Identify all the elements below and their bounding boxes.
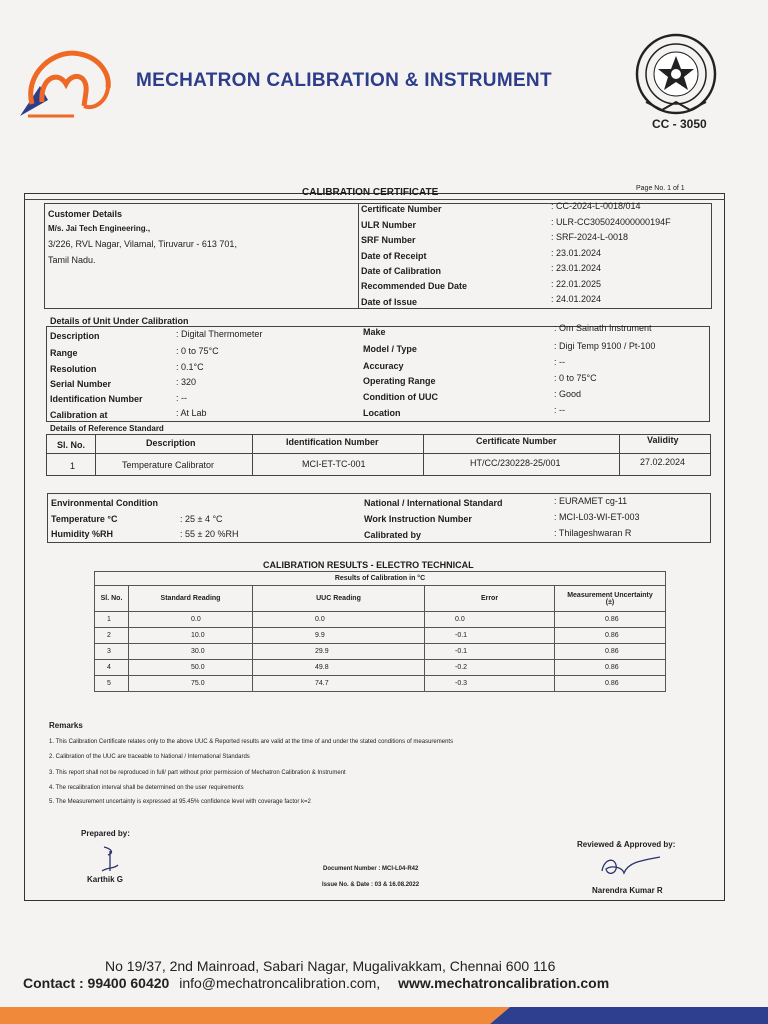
table-cell: -0.2: [425, 660, 555, 676]
uncertainty-sign: (±): [605, 598, 615, 606]
page-number: Page No. 1 of 1: [636, 185, 685, 192]
uuc-label: Serial Number: [50, 379, 112, 389]
ref-cell: HT/CC/230228-25/001: [470, 458, 561, 468]
list-item: 2. Calibration of the UUC are traceable to National / International Standards: [49, 754, 250, 760]
cert-info-label: Date of Calibration: [361, 266, 442, 276]
humidity-label: Humidity %RH: [51, 529, 114, 539]
table-cell: -0.1: [425, 644, 555, 660]
results-col-header: UUC Reading: [253, 586, 425, 612]
humidity-value: : 55 ± 20 %RH: [180, 529, 239, 539]
table-row: [95, 612, 666, 628]
results-subtitle: Results of Calibration in °C: [95, 572, 666, 586]
table-cell: 1: [95, 612, 129, 628]
env-right-value: : MCI-L03-WI-ET-003: [554, 512, 640, 522]
uuc-value: : Good: [554, 389, 582, 399]
table-cell: 74.7: [253, 676, 425, 692]
ref-cell: 1: [70, 461, 76, 471]
uuc-value: : 0 to 75°C: [176, 346, 219, 356]
env-right-label: National / International Standard: [364, 498, 503, 508]
table-cell: 50.0: [129, 660, 253, 676]
prepared-signature-icon: [96, 845, 126, 875]
ref-cell: 27.02.2024: [640, 457, 686, 467]
table-row: [95, 660, 666, 676]
ref-col-header: Sl. No.: [57, 440, 86, 450]
results-col-header: [555, 586, 666, 612]
temperature-label: Temperature °C: [51, 514, 118, 524]
list-item: 5. The Measurement uncertainty is expressed at 95.45% confidence level with coverage factor k=2: [49, 799, 311, 805]
uuc-label: Calibration at: [50, 410, 108, 420]
uuc-value: : --: [176, 393, 187, 403]
contact-website: www.mechatroncalibration.com: [398, 975, 610, 991]
cert-info-value: : ULR-CC305024000000194F: [551, 217, 671, 227]
uuc-label: Identification Number: [50, 394, 143, 404]
footer-color-bar: [0, 1007, 768, 1024]
uuc-value: : 0.1°C: [176, 362, 204, 372]
environment-heading: Environmental Condition: [51, 498, 158, 508]
customer-heading: Customer Details: [48, 209, 123, 219]
reference-heading: Details of Reference Standard: [50, 424, 164, 433]
uuc-label: Resolution: [50, 364, 97, 374]
accreditation-code: CC - 3050: [652, 117, 707, 131]
ref-col-header: Description: [146, 438, 196, 448]
table-row: [95, 676, 666, 692]
uuc-label: Description: [50, 331, 100, 341]
reviewed-by-label: Reviewed & Approved by:: [577, 840, 676, 849]
results-title: CALIBRATION RESULTS - ELECTRO TECHNICAL: [263, 560, 474, 570]
table-cell: 0.0: [129, 612, 253, 628]
table-cell: 0.0: [425, 612, 555, 628]
footer-contact: [23, 975, 609, 991]
uuc-label: Accuracy: [363, 361, 404, 371]
table-cell: -0.3: [425, 676, 555, 692]
customer-name: M/s. Jai Tech Engineering.,: [48, 224, 151, 233]
results-col-header: Sl. No.: [95, 586, 129, 612]
table-cell: 0.86: [555, 644, 666, 660]
results-header-row: [95, 586, 666, 612]
table-cell: 0.0: [253, 612, 425, 628]
ref-col-header: Certificate Number: [476, 436, 557, 446]
uuc-value: : --: [554, 357, 565, 367]
cert-info-value: : 22.01.2025: [551, 279, 602, 289]
table-cell: -0.1: [425, 628, 555, 644]
table-cell: 9.9: [253, 628, 425, 644]
contact-phone: Contact : 99400 60420: [23, 975, 170, 991]
cert-info-label: SRF Number: [361, 235, 416, 245]
results-col-header: Error: [425, 586, 555, 612]
remarks-heading: Remarks: [49, 721, 83, 730]
ref-col-header: Identification Number: [286, 437, 379, 447]
uuc-value: : Digital Thermometer: [176, 329, 263, 339]
uuc-value: : Om Sainath Instrument: [554, 323, 652, 333]
uuc-value: : Digi Temp 9100 / Pt-100: [554, 341, 656, 351]
table-cell: 30.0: [129, 644, 253, 660]
company-logo: [14, 44, 118, 124]
uuc-label: Range: [50, 348, 78, 358]
cert-info-value: : CC-2024-L-0018/014: [551, 201, 641, 211]
list-item: 1. This Calibration Certificate relates only to the above UUC & Reported results are valid at the time of and under the stated conditions of measurements: [49, 739, 454, 745]
customer-address-line2: Tamil Nadu.: [48, 255, 96, 265]
results-col-header: Standard Reading: [129, 586, 253, 612]
cert-info-value: : 23.01.2024: [551, 263, 602, 273]
cert-info-label: Certificate Number: [361, 204, 442, 214]
env-right-label: Calibrated by: [364, 530, 422, 540]
company-name: MECHATRON CALIBRATION & INSTRUMENT: [136, 70, 552, 91]
cert-info-label: Recommended Due Date: [361, 281, 468, 291]
prepared-by-name: Karthik G: [87, 875, 124, 884]
uuc-value: : --: [554, 405, 565, 415]
ref-cell: Temperature Calibrator: [122, 460, 215, 470]
table-cell: 4: [95, 660, 129, 676]
table-row: [95, 644, 666, 660]
cert-info-label: Date of Receipt: [361, 251, 427, 261]
uuc-value: : 0 to 75°C: [554, 373, 597, 383]
table-cell: 29.9: [253, 644, 425, 660]
ref-col-header: Validity: [647, 435, 679, 445]
cert-info-value: : 23.01.2024: [551, 248, 602, 258]
uuc-label: Location: [363, 408, 401, 418]
table-cell: 49.8: [253, 660, 425, 676]
document-number: Document Number : MCI-L04-R42: [323, 866, 419, 872]
reviewed-by-name: Narendra Kumar R: [592, 886, 663, 895]
list-item: 4. The recalibration interval shall be determined on the user requirements: [49, 785, 244, 791]
list-item: 3. This report shall not be reproduced in full/ part without prior permission of Mechatron Calibration & Instrument: [49, 770, 346, 776]
uuc-value: : 320: [176, 377, 197, 387]
table-cell: 75.0: [129, 676, 253, 692]
env-right-value: : EURAMET cg-11: [554, 496, 628, 506]
table-cell: 0.86: [555, 628, 666, 644]
issue-number-date: Issue No. & Date : 03 & 16.08.2022: [322, 882, 420, 888]
table-cell: 10.0: [129, 628, 253, 644]
cert-info-value: : SRF-2024-L-0018: [551, 232, 629, 242]
accreditation-seal-icon: [632, 32, 720, 118]
uuc-label: Condition of UUC: [363, 392, 438, 402]
temperature-value: : 25 ± 4 °C: [180, 514, 223, 524]
results-subtitle-row: [95, 572, 666, 586]
cert-info-label: ULR Number: [361, 220, 417, 230]
cert-info-value: : 24.01.2024: [551, 294, 602, 304]
table-cell: 0.86: [555, 660, 666, 676]
uuc-label: Operating Range: [363, 376, 436, 386]
results-table: [94, 571, 666, 692]
uuc-label: Model / Type: [363, 344, 417, 354]
env-right-value: : Thilageshwaran R: [554, 528, 632, 538]
table-row: [95, 628, 666, 644]
uncertainty-label: Measurement Uncertainty: [567, 591, 653, 599]
certificate-title: CALIBRATION CERTIFICATE: [302, 187, 439, 198]
uuc-value: : At Lab: [176, 408, 207, 418]
ref-cell: MCI-ET-TC-001: [302, 459, 366, 469]
table-cell: 0.86: [555, 676, 666, 692]
footer-address: No 19/37, 2nd Mainroad, Sabari Nagar, Mugalivakkam, Chennai 600 116: [105, 958, 556, 974]
reviewed-signature-icon: [598, 853, 664, 881]
table-cell: 2: [95, 628, 129, 644]
table-cell: 0.86: [555, 612, 666, 628]
customer-address-line1: 3/226, RVL Nagar, Vilamal, Tiruvarur - 613 701,: [48, 239, 237, 249]
prepared-by-label: Prepared by:: [81, 829, 130, 838]
uuc-label: Make: [363, 327, 386, 337]
env-right-label: Work Instruction Number: [364, 514, 472, 524]
table-cell: 3: [95, 644, 129, 660]
cert-info-label: Date of Issue: [361, 297, 418, 307]
contact-email: info@mechatroncalibration.com,: [179, 975, 381, 991]
uuc-heading: Details of Unit Under Calibration: [50, 316, 189, 326]
table-cell: 5: [95, 676, 129, 692]
